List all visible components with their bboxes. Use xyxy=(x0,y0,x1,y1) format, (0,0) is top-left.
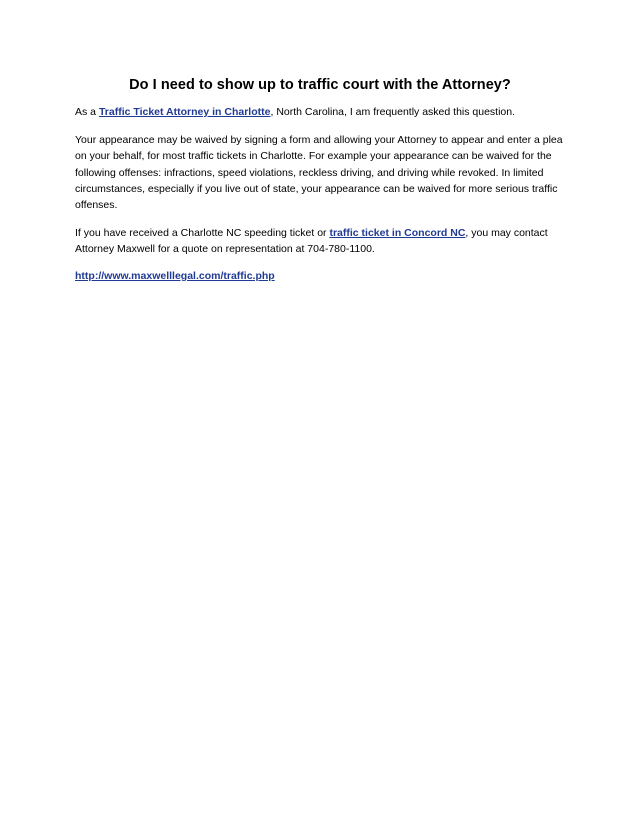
waiver-paragraph: Your appearance may be waived by signing a form and allowing your Attorney to appear and enter a plea on your behalf, for most traffic tickets in Charlotte. For example your appearance can be waived for the following offenses: infractions, speed violations, reckless driving, and driving while revoked. In limited circumstances, especially if you live out of state, your appearance can be waived for more serious traffic offenses. xyxy=(75,134,563,212)
contact-text-after: , you may contact Attorney Maxwell for a quote on representation at 704-780-1100. xyxy=(75,227,548,256)
footer-link-paragraph xyxy=(75,268,565,284)
contact-paragraph xyxy=(75,225,565,257)
page-title: Do I need to show up to traffic court with the Attorney? xyxy=(129,77,511,93)
intro-paragraph xyxy=(75,104,565,120)
document-body xyxy=(75,76,565,295)
maxwell-legal-url-link[interactable]: http://www.maxwelllegal.com/traffic.php xyxy=(75,269,275,282)
intro-text-before: As a xyxy=(75,106,99,118)
traffic-ticket-attorney-link[interactable]: Traffic Ticket Attorney in Charlotte xyxy=(98,106,271,118)
concord-traffic-ticket-link[interactable]: traffic ticket in Concord NC xyxy=(329,227,466,240)
intro-text-after: , North Carolina, I am frequently asked this question. xyxy=(270,106,516,118)
contact-text-before: If you have received a Charlotte NC speeding ticket or xyxy=(75,227,330,240)
